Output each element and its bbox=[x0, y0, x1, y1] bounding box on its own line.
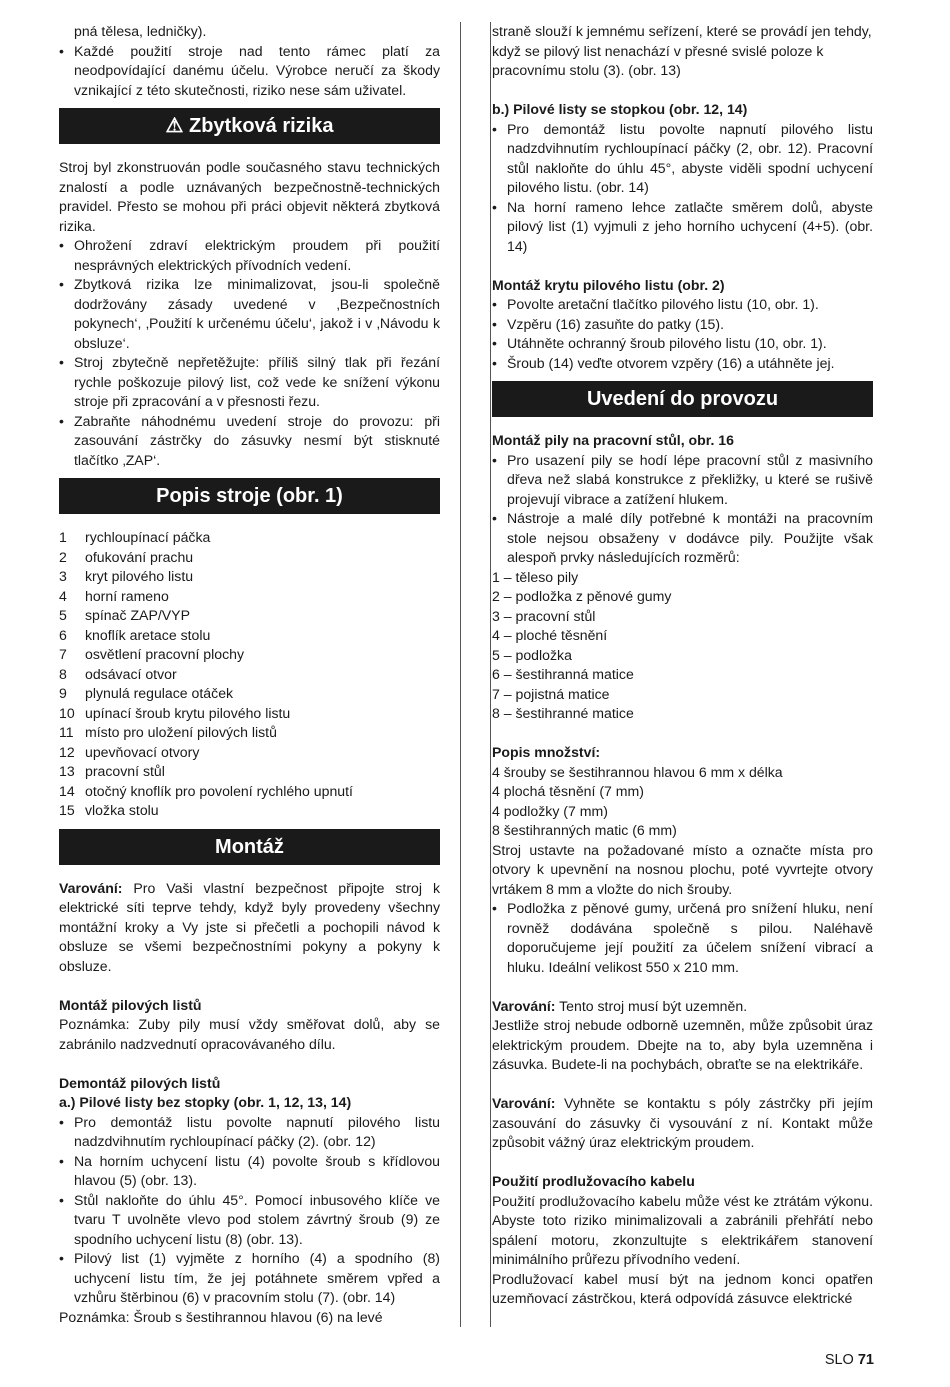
left-column bbox=[59, 22, 461, 1327]
language-code: SLO bbox=[824, 1352, 854, 1368]
warning-text: Vyhněte se kontaktu s póly zástrčky při jejím zasouvání do zásuvky či vysouvání z ní. Kontakt může způsobit vážný úraz elektrickým proudem. bbox=[492, 1095, 873, 1150]
item-number: 6 bbox=[59, 626, 67, 643]
list-item bbox=[59, 567, 440, 587]
warning-paragraph bbox=[492, 1094, 873, 1153]
warning-text: Tento stroj musí být uzemněn. bbox=[555, 997, 748, 1014]
list-item: • Pro demontáž listu povolte napnutí pilového listu nadzdvihnutím rychloupínací páčky (2). (obr. 12) bbox=[59, 1113, 440, 1152]
item-text: horní rameno bbox=[85, 587, 169, 604]
list-item: • Podložka z pěnové gumy, určená pro snížení hluku, není rovněž dodávána společně s pilou. Naléhavě doporučujeme její použití za účelem snížení vibrací a hluku. Ideální velikost 550 x 210 mm. bbox=[492, 899, 873, 977]
warning-label: Varování: bbox=[492, 1095, 556, 1111]
list-item: • Šroub (14) veďte otvorem vzpěry (16) a utáhněte jej. bbox=[492, 354, 873, 374]
subheading: Popis množství: bbox=[492, 744, 601, 760]
item-text: knoflík aretace stolu bbox=[85, 626, 211, 643]
list-item: 6 – šestihranná matice bbox=[492, 666, 634, 682]
list-item: • Nástroje a malé díly potřebné k montáži na pracovním stole nejsou obsaženy v dodávce pily. Použijte však alespoň prvky následujících rozměrů: bbox=[492, 509, 873, 568]
item-text: ofukování prachu bbox=[85, 548, 194, 565]
list-item: • Vzpěru (16) zasuňte do patky (15). bbox=[492, 315, 873, 335]
list-item: 4 šrouby se šestihrannou hlavou 6 mm x délka bbox=[492, 763, 783, 780]
item-number: 10 bbox=[59, 704, 75, 721]
paragraph: Stroj ustavte na požadované místo a označte místa pro otvory k upevnění na nosnou plochu, poté vyvrtejte otvory vrtákem 8 mm a vložte do nich šrouby. bbox=[492, 841, 873, 897]
item-text: otočný knoflík pro povolení rychlého upnutí bbox=[85, 782, 353, 799]
paragraph: straně slouží k jemnému seřízení, které se provádí jen tehdy, když se pilový list nenachází v přesné svislé poloze k pracovnímu stolu (3). (obr. 13) bbox=[492, 23, 872, 78]
item-text: upevňovací otvory bbox=[85, 743, 200, 760]
section-heading: Montáž bbox=[59, 829, 440, 865]
item-number: 7 bbox=[59, 646, 67, 662]
subheading: b.) Pilové listy se stopkou (obr. 12, 14) bbox=[492, 101, 748, 117]
quantity-list bbox=[492, 763, 873, 841]
subheading: Použití prodlužovacího kabelu bbox=[492, 1173, 695, 1189]
parts-list bbox=[59, 528, 440, 821]
item-text: pracovní stůl bbox=[85, 763, 165, 779]
bullet-list bbox=[59, 42, 440, 101]
list-item: • Stůl nakloňte do úhlu 45°. Pomocí inbusového klíče ve tvaru T uvolněte vlevo pod stolem závrtný šroub (9) ze spodního uchycení listu (8) (obr. 13). bbox=[59, 1191, 440, 1250]
list-item: • Povolte aretační tlačítko pilového listu (10, obr. 1). bbox=[492, 295, 873, 315]
warning-paragraph bbox=[59, 879, 440, 977]
list-item: 5 – podložka bbox=[492, 646, 572, 663]
paragraph: Prodlužovací kabel musí být na jednom konci opatřen uzemňovací zástrčkou, která odpovídá zásuvce elektrické bbox=[492, 1270, 873, 1306]
list-item bbox=[59, 801, 440, 821]
list-item: 7 – pojistná matice bbox=[492, 685, 610, 702]
item-text: osvětlení pracovní plochy bbox=[85, 646, 245, 662]
section-heading: Popis stroje (obr. 1) bbox=[59, 478, 440, 514]
page-footer bbox=[825, 1352, 874, 1368]
item-text: rychloupínací páčka bbox=[85, 529, 211, 545]
item-text: spínač ZAP/VYP bbox=[85, 607, 190, 623]
item-text: místo pro uložení pilových listů bbox=[85, 724, 277, 740]
warning-label: Varování: bbox=[59, 879, 123, 896]
item-number: 12 bbox=[59, 743, 75, 760]
section-heading: Uvedení do provozu bbox=[492, 381, 873, 417]
section-heading: ⚠ Zbytková rizika bbox=[59, 108, 440, 144]
list-item bbox=[59, 645, 440, 665]
item-number: 5 bbox=[59, 607, 67, 623]
page-number: 71 bbox=[857, 1352, 874, 1368]
list-item bbox=[59, 626, 440, 646]
subheading: Montáž pilových listů bbox=[59, 996, 202, 1013]
item-number: 14 bbox=[59, 782, 75, 799]
bullet-list bbox=[492, 295, 873, 373]
list-item bbox=[59, 684, 440, 704]
list-item: • Pilový list (1) vyjměte z horního (4) a spodního (8) uchycení listu tím, že jej potáhnete směrem vpřed a vzhůru štěrbinou (6) v pracovním stolu (7). (obr. 14) bbox=[59, 1249, 440, 1308]
list-item: • Každé použití stroje nad tento rámec platí za neodpovídající danému účelu. Výrobce neručí za škody vznikající z této skutečnosti, riziko nese sám uživatel. bbox=[59, 42, 440, 101]
list-item: 4 podložky (7 mm) bbox=[492, 802, 608, 819]
item-number: 3 bbox=[59, 568, 67, 584]
item-text: upínací šroub krytu pilového listu bbox=[85, 704, 291, 721]
list-item bbox=[59, 723, 440, 743]
bullet-list bbox=[492, 451, 873, 568]
item-number: 1 bbox=[59, 529, 67, 545]
bullet-list bbox=[59, 236, 440, 470]
list-item bbox=[59, 665, 440, 685]
list-item: 4 plochá těsnění (7 mm) bbox=[492, 783, 644, 799]
warning-paragraph bbox=[492, 997, 873, 1017]
item-number: 9 bbox=[59, 685, 67, 701]
item-number: 11 bbox=[59, 724, 74, 740]
item-text: vložka stolu bbox=[85, 802, 159, 818]
subheading: Montáž pily na pracovní stůl, obr. 16 bbox=[492, 432, 734, 448]
list-item: • Zbytková rizika lze minimalizovat, jsou-li společně dodržovány zásady uvedené v ‚Bezpečnostních pokynech‘, ‚Použití k určenému účelu‘, jakož i v ‚Návodu k obsluze‘. bbox=[59, 275, 440, 353]
list-item bbox=[59, 587, 440, 607]
list-item bbox=[59, 606, 440, 626]
bullet-list bbox=[492, 120, 873, 257]
list-item bbox=[59, 782, 440, 802]
paragraph: pná tělesa, ledničky). bbox=[74, 23, 207, 39]
list-item: • Pro demontáž listu povolte napnutí pilového listu nadzdvihnutím rychloupínací páčky (2, obr. 12). Pracovní stůl nakloňte do úhlu 45°, abyste viděli spodní uchycení pilového listu. (obr. 14) bbox=[492, 120, 873, 198]
list-item bbox=[59, 762, 440, 782]
bullet-list bbox=[59, 1113, 440, 1308]
paragraph: Jestliže stroj nebude odborně uzemněn, může způsobit úraz elektrickým proudem. Dbejte na to, aby byla uzemněna i zásuvka. Budete-li na pochybách, obraťte se na elektrikáře. bbox=[492, 1017, 873, 1072]
subheading: Demontáž pilových listů bbox=[59, 1074, 221, 1091]
list-item: • Na horním uchycení listu (4) povolte šroub s křídlovou hlavou (5) (obr. 13). bbox=[59, 1152, 440, 1191]
bullet-list bbox=[492, 899, 873, 977]
item-text: plynulá regulace otáček bbox=[85, 685, 234, 701]
list-item bbox=[59, 743, 440, 763]
paragraph: Stroj byl zkonstruován podle současného stavu technických znalostí a podle uznávaných bezpečnostně-technických pravidel. Přesto se mohou při práci objevit některá zbytková rizika. bbox=[59, 159, 440, 234]
item-number: 15 bbox=[59, 802, 75, 818]
paragraph: Poznámka: Zuby pily musí vždy směřovat dolů, aby se zabránilo nadzvednutí opracovávaného dílu. bbox=[59, 1016, 440, 1052]
item-text: odsávací otvor bbox=[85, 665, 177, 682]
subheading: a.) Pilové listy bez stopky (obr. 1, 12, 13, 14) bbox=[59, 1094, 352, 1110]
paragraph: Poznámka: Šroub s šestihrannou hlavou (6) na levé bbox=[59, 1308, 383, 1325]
list-item bbox=[59, 704, 440, 724]
item-number: 2 bbox=[59, 548, 67, 565]
list-item: 4 – ploché těsnění bbox=[492, 627, 608, 643]
list-item: • Zabraňte náhodnému uvedení stroje do provozu: při zasouvání zástrčky do zásuvky nesmí být stisknuté tlačítko ‚ZAP‘. bbox=[59, 412, 440, 471]
list-item: 8 šestihranných matic (6 mm) bbox=[492, 822, 677, 838]
list-item: 2 – podložka z pěnové gumy bbox=[492, 588, 672, 604]
list-item: 8 – šestihranné matice bbox=[492, 705, 634, 721]
item-number: 8 bbox=[59, 665, 67, 682]
list-item bbox=[59, 548, 440, 568]
list-item: • Stroj zbytečně nepřetěžujte: příliš silný tlak při řezání rychle poškozuje pilový list, což vede ke snížení výkonu stroje při zpracování a v přesnosti řezu. bbox=[59, 353, 440, 412]
list-item bbox=[59, 528, 440, 548]
paragraph: Použití prodlužovacího kabelu může vést ke ztrátám výkonu. Abyste toto riziko minimalizovali a zabránili přehřátí nebo spálení motoru, zkonzultujte s elektrikářem stanovení minimálního průřezu přívodního vedení. bbox=[492, 1192, 873, 1267]
list-item: • Utáhněte ochranný šroub pilového listu (10, obr. 1). bbox=[492, 334, 873, 354]
item-number: 4 bbox=[59, 587, 67, 604]
warning-text: Pro Vaši vlastní bezpečnost připojte stroj k elektrické síti teprve tehdy, když byly provedeny všechny montážní kroky a Vy jste si přečetli a pochopili návod k obsluze se všemi bezpečnostními pokyny a pokyny k obsluze. bbox=[59, 879, 440, 974]
subheading: Montáž krytu pilového listu (obr. 2) bbox=[492, 276, 725, 293]
list-item: 3 – pracovní stůl bbox=[492, 607, 596, 624]
right-column bbox=[490, 22, 873, 1327]
list-item: • Pro usazení pily se hodí lépe pracovní stůl z masivního dřeva než slabá konstrukce z překližky, u které se rušivě projevují vibrace a zatížení hlukem. bbox=[492, 451, 873, 510]
component-list bbox=[492, 568, 873, 724]
list-item: • Ohrožení zdraví elektrickým proudem při použití nesprávných elektrických přívodních vedení. bbox=[59, 236, 440, 275]
list-item: • Na horní rameno lehce zatlačte směrem dolů, abyste pilový list (1) vyjmuli z jeho horního uchycení (4+5). (obr. 14) bbox=[492, 198, 873, 257]
item-number: 13 bbox=[59, 763, 75, 779]
item-text: kryt pilového listu bbox=[85, 568, 194, 584]
list-item: 1 – těleso pily bbox=[492, 568, 579, 585]
warning-label: Varování: bbox=[492, 997, 556, 1014]
